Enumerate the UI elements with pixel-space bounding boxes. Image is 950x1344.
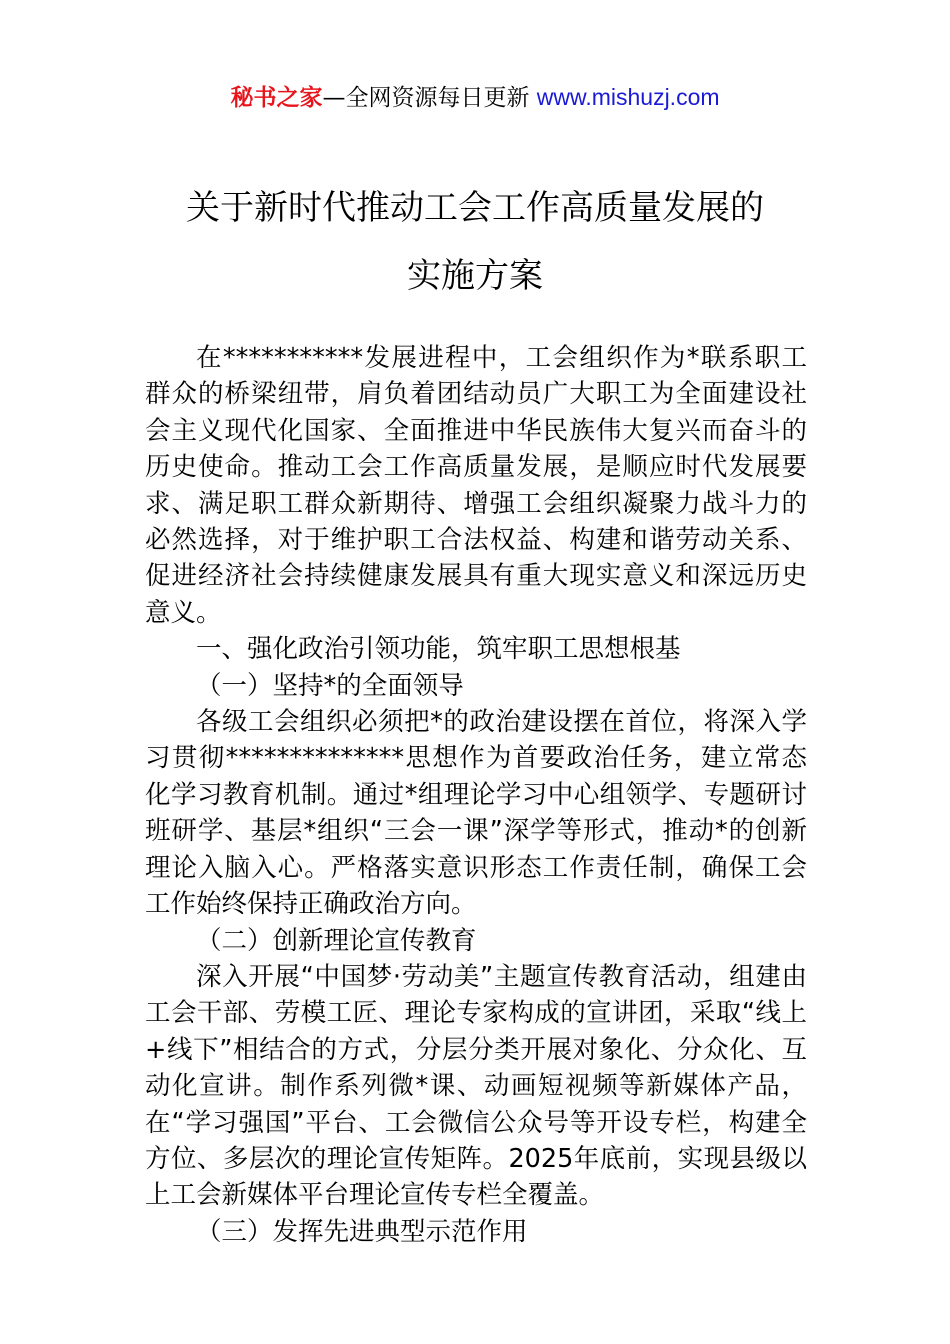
- document-title: [0, 174, 950, 310]
- document-title-line-1: 关于新时代推动工会工作高质量发展的: [186, 188, 764, 228]
- intro-paragraph: 在***********发展进程中，工会组织作为*联系职工群众的桥梁纽带，肩负着团结动员广大职工为全面建设社会主义现代化国家、全面推进中华民族伟大复兴而奋斗的历史使命。推动工会工作高质量发展，是顺应时代发展要求、满足职工群众新期待、增强工会组织凝聚力战斗力的必然选择，对于维护职工合法权益、构建和谐劳动关系、促进经济社会持续健康发展具有重大现实意义和深远历史意义。: [145, 343, 807, 628]
- site-header: [0, 82, 950, 113]
- site-name: 秘书之家: [230, 85, 323, 111]
- subsection-1-paragraph: 各级工会组织必须把*的政治建设摆在首位，将深入学习贯彻**************思想作为首要政治任务，建立常态化学习教育机制。通过*组理论学习中心组领学、专题研讨班研学、基层*组织“三会一课”深学等形式，推动*的创新理论入脑入心。严格落实意识形态工作责任制，确保工会工作始终保持正确政治方向。: [145, 707, 807, 920]
- subsection-2-paragraph: 深入开展“中国梦·劳动美”主题宣传教育活动，组建由工会干部、劳模工匠、理论专家构成的宣讲团，采取“线上+线下”相结合的方式，分层分类开展对象化、分众化、互动化宣讲。制作系列微*课、动画短视频等新媒体产品，在“学习强国”平台、工会微信公众号等开设专栏，构建全方位、多层次的理论宣传矩阵。2025年底前，实现县级以上工会新媒体平台理论宣传专栏全覆盖。: [145, 961, 807, 1211]
- site-url-link[interactable]: www.mishuzj.com: [536, 84, 720, 110]
- subsection-2-heading: （二）创新理论宣传教育: [196, 925, 477, 956]
- subsection-1-heading: （一）坚持*的全面领导: [196, 670, 464, 701]
- document-body: [145, 340, 807, 1250]
- subsection-3-heading: （三）发挥先进典型示范作用: [196, 1216, 528, 1247]
- section-1-heading: 一、强化政治引领功能，筑牢职工思想根基: [196, 634, 681, 665]
- site-slogan: —全网资源每日更新: [322, 85, 537, 111]
- document-title-line-2: 实施方案: [407, 256, 543, 296]
